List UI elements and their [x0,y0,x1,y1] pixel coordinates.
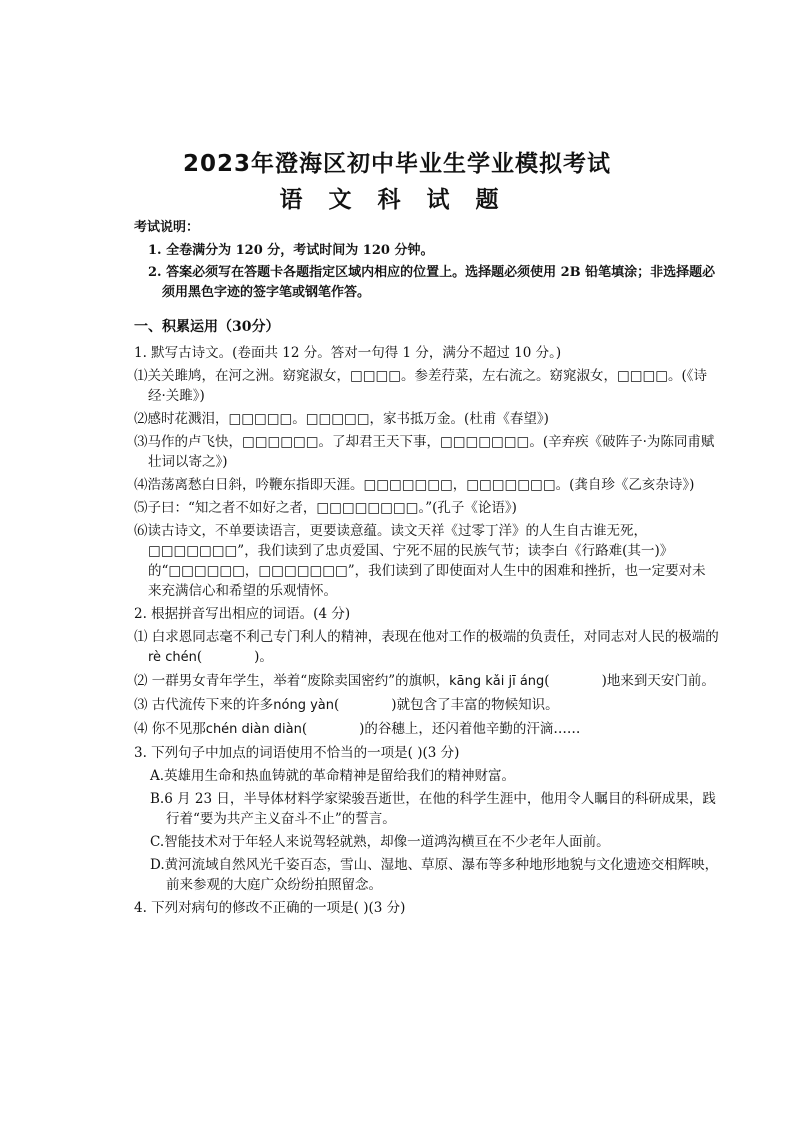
question-2-item: ⑵ 一群男女青年学生，举着“废除卖国密约”的旗帜，kāng kǎi jī áng( )地来到天安门前。 [134,673,715,689]
question-1-item: ⑷浩荡离愁白日斜，吟鞭东指即天涯。□□□□□□□，□□□□□□□。(龚自珍《乙亥杂诗》) [134,477,695,493]
question-3-option: B.6 月 23 日，半导体材料学家梁骏吾逝世，在他的科学生涯中，他用令人瞩目的科研成果，践行着“要为共产主义奋斗不止”的誓言。 [150,791,716,827]
exam-content [134,218,719,921]
question-2-item: ⑴ 白求恩同志毫不利己专门利人的精神，表现在他对工作的极端的负责任，对同志对人民的极端的rè chén( )。 [134,629,719,665]
question-3-option: D.黄河流域自然风光千姿百态，雪山、湿地、草原、瀑布等多种地形地貌与文化遗迹交相辉映，前来参观的大庭广众纷纷拍照留念。 [150,857,719,893]
item-text: 的谷穗上，还闪着他辛勤的汗滴…… [364,721,581,737]
note-item: 2. 答案必须写在答题卡各题指定区域内相应的位置上。选择题必须使用 2B 铅笔填涂；非选择题必须用黑色字迹的签字笔或钢笔作答。 [148,265,716,300]
pinyin-text: kāng kǎi jī áng [449,674,545,689]
question-1-item: ⑶马作的卢飞快，□□□□□□。了却君王天下事，□□□□□□□。(辛弃疾《破阵子·为陈同甫赋壮词以寄之》) [134,434,715,470]
question-2-item: ⑶ 古代流传下来的许多nóng yàn( )就包含了丰富的物候知识。 [134,697,559,713]
item-text: 地来到天安门前。 [606,673,715,689]
question-3-option: C.智能技术对于年轻人来说驾轻就熟，却像一道鸿沟横亘在不少老年人面前。 [150,834,610,850]
question-3-stem: 3. 下列句子中加点的词语使用不恰当的一项是( )(3 分) [134,745,460,761]
item-text: 就包含了丰富的物候知识。 [396,697,559,713]
question-1-item: ⑹读古诗文，不单要读语言，更要读意蕴。读文天祥《过零丁洋》的人生自古谁无死，□□□□□□□”，我们读到了忠贞爱国、宁死不屈的民族气节；读李白《行路难(其一)》的“□□□□□□，□□□□□□□”，我们读到了即使面对人生中的困难和挫折，也一定要对未来充满信心和希望的乐观情怀。 [134,523,706,599]
item-text: ⑶ 古代流传下来的许多 [134,697,274,713]
section-heading: 一、积累运用（30分） [134,319,280,335]
exam-subtitle: 语文科试题 [279,187,525,213]
item-text: ⑷ 你不见那 [134,721,206,737]
question-1-stem: 1. 默写古诗文。(卷面共 12 分。答对一句得 1 分，满分不超过 10 分。) [134,345,562,361]
item-text: ⑵ 一群男女青年学生，举着“废除卖国密约”的旗帜， [134,673,450,689]
question-1-item: ⑸子曰：“知之者不如好之者，□□□□□□□□。”(孔子《论语》) [134,500,517,516]
item-text: ⑴ 白求恩同志毫不利己专门利人的精神，表现在他对工作的极端的负责任，对同志对人民的极端的 [134,629,719,645]
question-3-option: A.英雄用生命和热血铸就的革命精神是留给我们的精神财富。 [150,768,516,784]
exam-title: 2023年澄海区初中毕业生学业模拟考试 [182,151,611,177]
question-2-stem: 2. 根据拼音写出相应的词语。(4 分) [134,606,351,622]
note-item: 1. 全卷满分为 120 分，考试时间为 120 分钟。 [148,243,434,258]
pinyin-text: nóng yàn [273,698,335,713]
pinyin-text: chén diàn diàn [205,722,302,737]
notes-heading: 考试说明： [134,220,200,235]
item-text: 。 [259,649,273,665]
question-1-item: ⑵感时花溅泪，□□□□□。□□□□□，家书抵万金。(杜甫《春望》) [134,411,549,427]
question-1-item: ⑴关关雎鸠，在河之洲。窈窕淑女，□□□□。参差荇菜，左右流之。窈窕淑女，□□□□。(《诗经·关雎》) [134,368,708,404]
question-2-item: ⑷ 你不见那chén diàn diàn( )的谷穗上，还闪着他辛勤的汗滴…… [134,721,581,737]
question-4-stem: 4. 下列对病句的修改不正确的一项是( )(3 分) [134,900,406,916]
pinyin-text: rè chén [148,650,197,665]
